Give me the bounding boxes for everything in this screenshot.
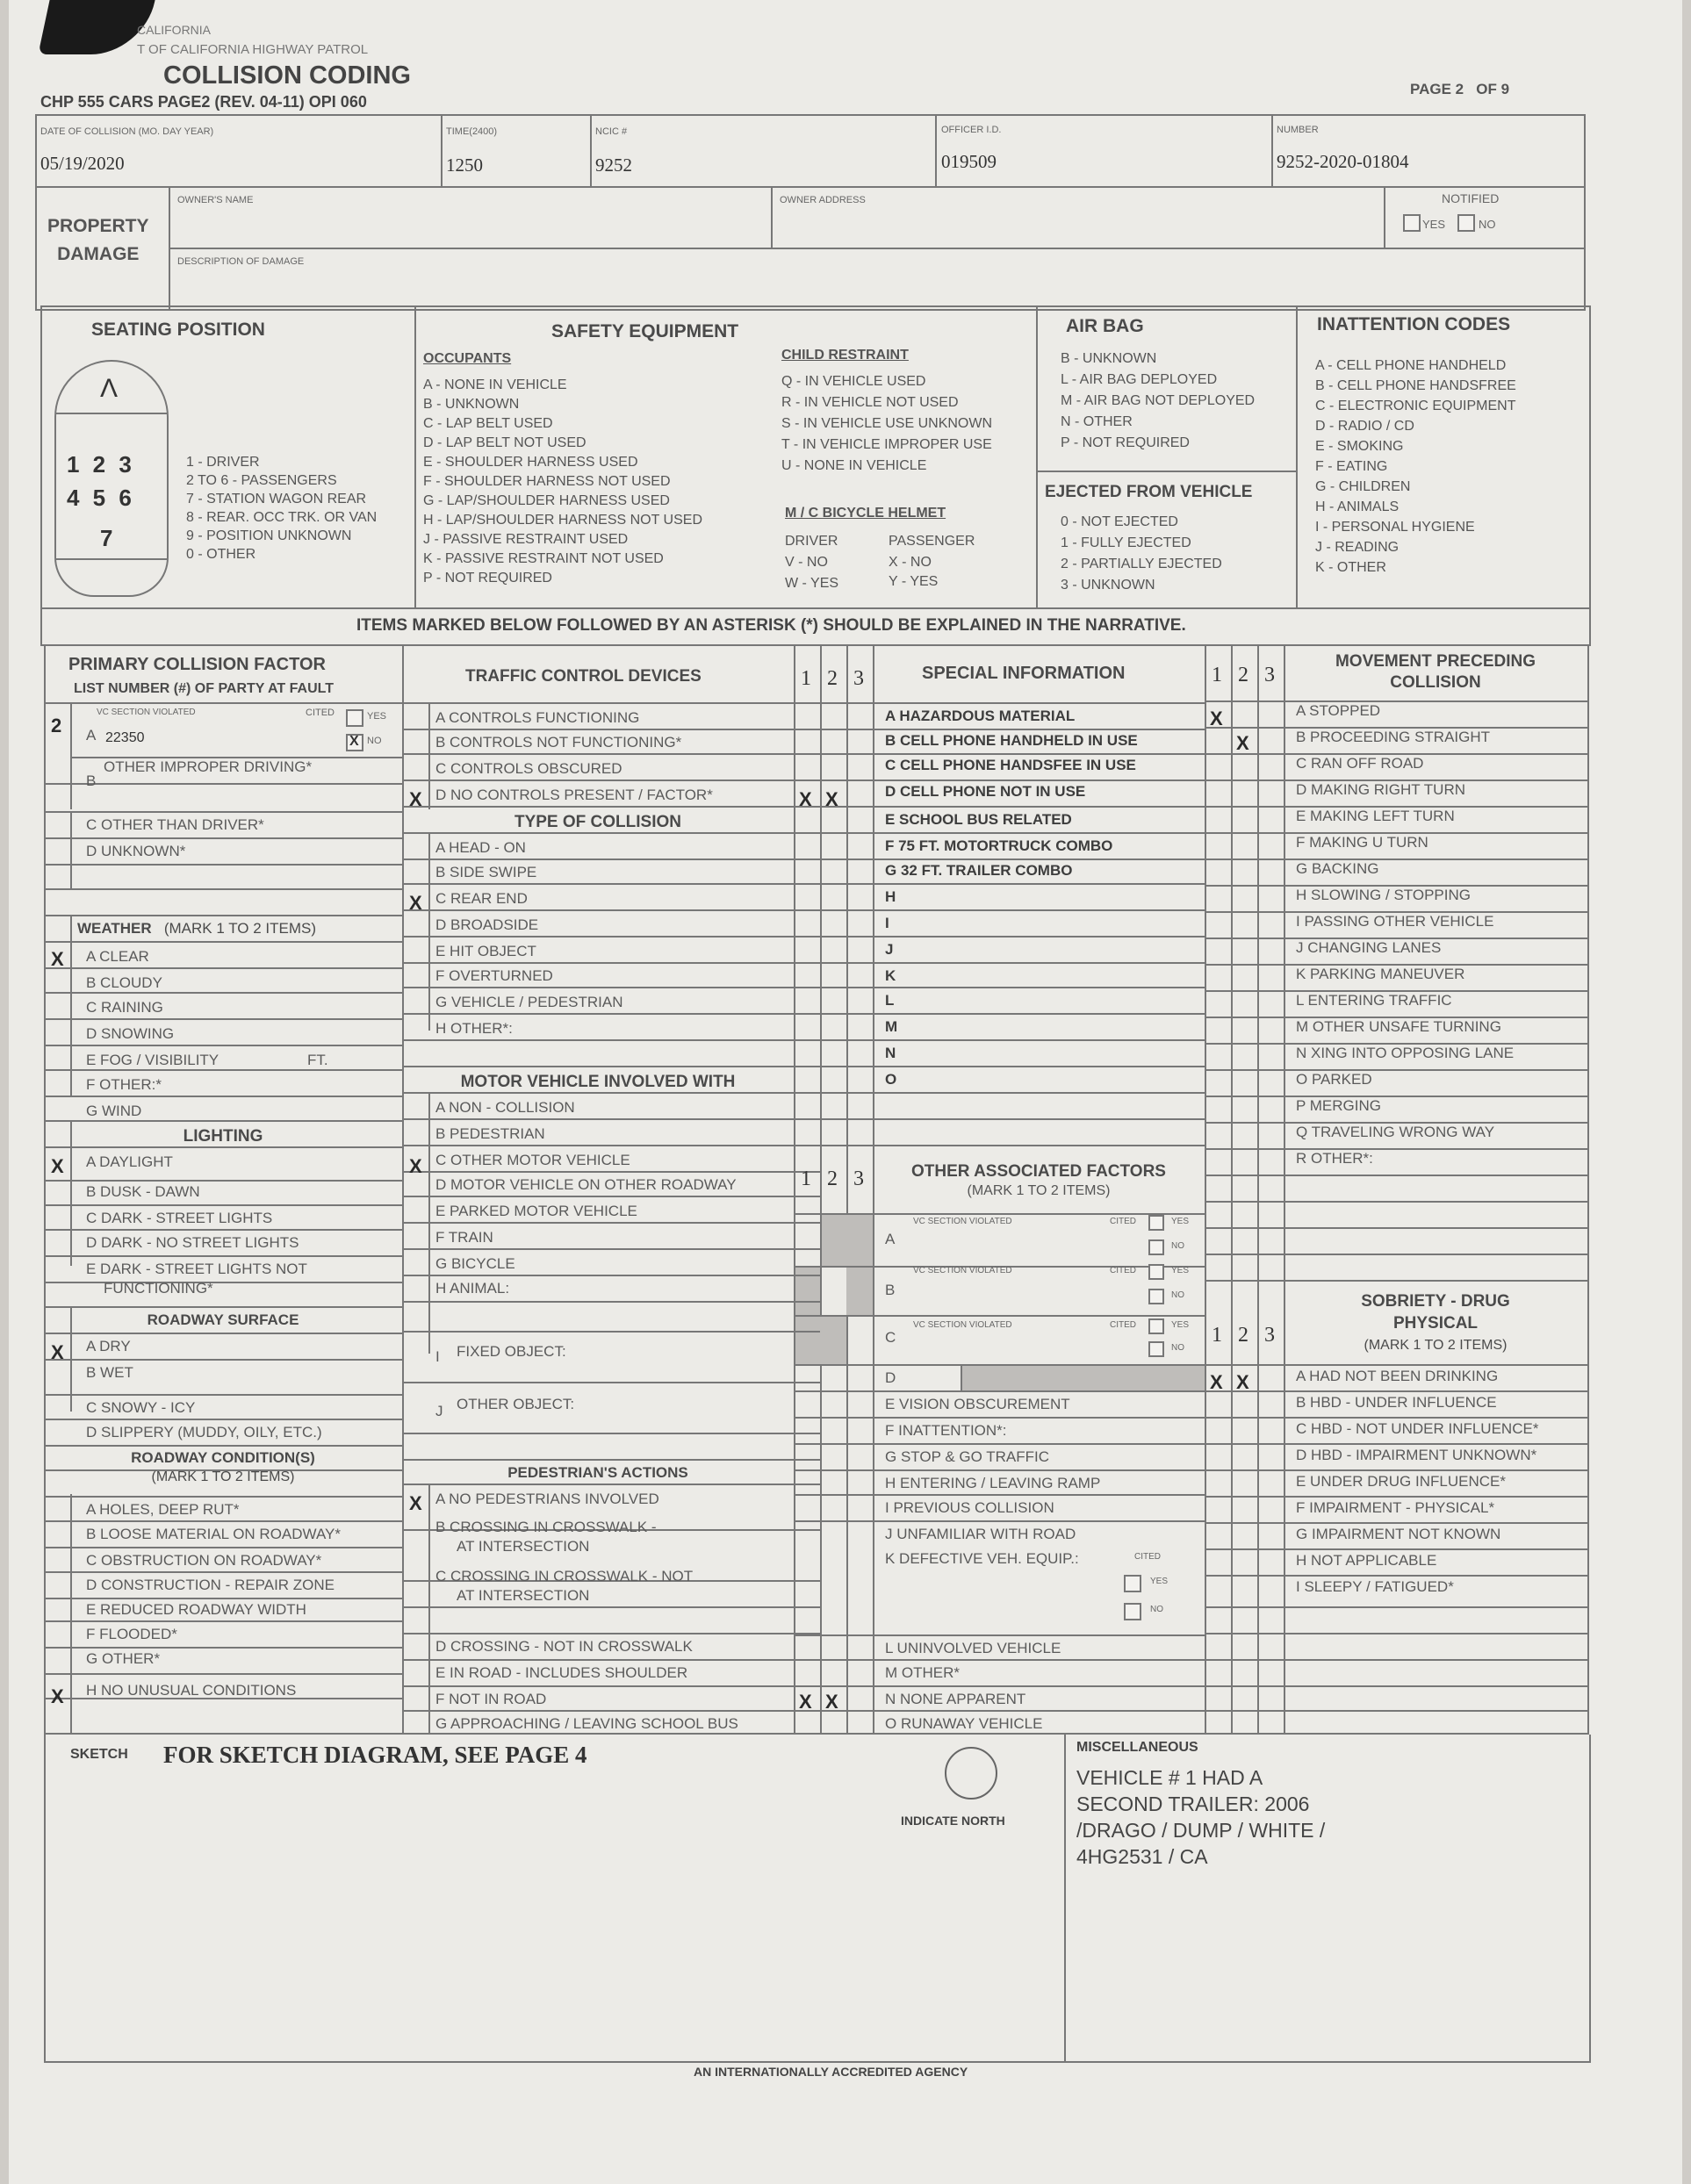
condition-g: G OTHER*: [86, 1650, 161, 1667]
asterisk-note: ITEMS MARKED BELOW FOLLOWED BY AN ASTERISK (*) SHOULD BE EXPLAINED IN THE NARRATIVE.: [356, 616, 1186, 635]
oaf-n: N NONE APPARENT: [885, 1691, 1026, 1707]
notified-yes-label: YES: [1422, 218, 1446, 231]
collision-a: A HEAD - ON: [435, 839, 526, 856]
special-d: D CELL PHONE NOT IN USE: [885, 783, 1086, 800]
special-info-title: SPECIAL INFORMATION: [922, 664, 1126, 683]
pcf-title: PRIMARY COLLISION FACTOR: [68, 655, 326, 674]
oaf-a-yes-label: YES: [1171, 1217, 1190, 1226]
mviw-h: H ANIMAL:: [435, 1280, 510, 1297]
helmet-y-yes: Y - YES: [889, 574, 939, 589]
collision-g: G VEHICLE / PEDESTRIAN: [435, 994, 623, 1010]
special-n: N: [885, 1045, 896, 1061]
oaf-l: L UNINVOLVED VEHICLE: [885, 1640, 1061, 1656]
oaf-g: G STOP & GO TRAFFIC: [885, 1448, 1050, 1465]
notified-no-checkbox[interactable]: [1457, 214, 1475, 232]
weather-g: G WIND: [86, 1103, 142, 1119]
pedestrian-g: G APPROACHING / LEAVING SCHOOL BUS: [435, 1715, 738, 1732]
condition-d: D CONSTRUCTION - REPAIR ZONE: [86, 1577, 335, 1593]
mviw-j-letter: J: [435, 1403, 443, 1419]
traffic-d: D NO CONTROLS PRESENT / FACTOR*: [435, 787, 713, 803]
oaf-h: H ENTERING / LEAVING RAMP: [885, 1475, 1101, 1491]
ncic-value[interactable]: 9252: [595, 154, 632, 176]
notified-yes-checkbox[interactable]: [1403, 214, 1421, 232]
traffic-b: B CONTROLS NOT FUNCTIONING*: [435, 734, 682, 751]
pcf-cited-no-checkbox[interactable]: X: [346, 734, 363, 751]
collision-h: H OTHER*:: [435, 1020, 513, 1037]
mviw-b: B PEDESTRIAN: [435, 1125, 545, 1142]
party-col-3-header: 3: [853, 667, 864, 690]
oaf-a-letter: A: [885, 1231, 896, 1247]
occupants-list: A - NONE IN VEHICLE B - UNKNOWN C - LAP BELT USED D - LAP BELT NOT USED E - SHOULDER HARNESS USED F - SHOULDER HARNESS NOT USED G - LAP/SHOULDER HARNESS USED H - LAP/SHOULDER HARNESS NOT USED J - PASSIVE RESTRAINT USED K - PASSIVE RESTRAINT NOT USED P - NOT REQUIRED: [423, 377, 702, 586]
oaf-k-cited-yes-checkbox[interactable]: [1124, 1575, 1141, 1592]
condition-b: B LOOSE MATERIAL ON ROADWAY*: [86, 1526, 341, 1542]
seating-diagram: [54, 360, 169, 597]
pcf-c: C OTHER THAN DRIVER*: [86, 816, 264, 833]
oaf-n-party2-mark[interactable]: X: [825, 1691, 838, 1713]
special-i: I: [885, 915, 889, 931]
pcf-vc-label: VC SECTION VIOLATED: [97, 708, 196, 717]
oaf-k-cited-no-checkbox[interactable]: [1124, 1603, 1141, 1620]
pcf-cited-yes-label: YES: [367, 711, 387, 722]
special-c: C CELL PHONE HANDSFEE IN USE: [885, 757, 1136, 773]
traffic-control-title: TRAFFIC CONTROL DEVICES: [465, 667, 702, 686]
special-e: E SCHOOL BUS RELATED: [885, 811, 1072, 828]
sobriety-list: A HAD NOT BEEN DRINKING B HBD - UNDER INFLUENCE C HBD - NOT UNDER INFLUENCE* D HBD - IMPAIRMENT UNKNOWN* E UNDER DRUG INFLUENCE* F IMPAIRMENT - PHYSICAL* G IMPAIRMENT NOT KNOWN H NOT APPLICABLE I SLEEPY / FATIGUED*: [1296, 1368, 1539, 1595]
oaf-a-cited-no-checkbox[interactable]: [1148, 1239, 1164, 1255]
lighting-e: E DARK - STREET LIGHTS NOT: [86, 1261, 307, 1277]
misc-label: MISCELLANEOUS: [1076, 1740, 1198, 1755]
form-id: CHP 555 CARS PAGE2 (REV. 04-11) OPI 060: [40, 93, 367, 111]
oaf-c-no-label: NO: [1171, 1343, 1184, 1353]
roadway-surface-title: ROADWAY SURFACE: [147, 1311, 299, 1328]
ncic-label: NCIC #: [595, 126, 628, 137]
sobriety-col-1-header: 1: [1212, 1324, 1222, 1347]
collision-b: B SIDE SWIPE: [435, 864, 537, 880]
owner-address-label: OWNER ADDRESS: [780, 195, 866, 205]
seating-legend: 1 - DRIVER 2 TO 6 - PASSENGERS 7 - STATION WAGON REAR 8 - REAR. OCC TRK. OR VAN 9 - POSITION UNKNOWN 0 - OTHER: [186, 455, 378, 562]
oaf-a-no-label: NO: [1171, 1241, 1184, 1251]
pedestrian-a-mark[interactable]: X: [409, 1492, 422, 1514]
asterisk-note-row: [40, 609, 1591, 646]
coding-grid: [44, 646, 1589, 1735]
oaf-b-cited-yes-checkbox[interactable]: [1148, 1264, 1164, 1280]
oaf-k-cited-label: CITED: [1134, 1552, 1161, 1562]
child-restraint-title: CHILD RESTRAINT: [781, 348, 909, 363]
pedestrian-b-cont: AT INTERSECTION: [457, 1538, 590, 1555]
weather-d: D SNOWING: [86, 1025, 175, 1042]
mviw-i: FIXED OBJECT:: [457, 1343, 566, 1360]
seat-row-2: 4 5 6: [67, 485, 135, 511]
pcf-subtitle: LIST NUMBER (#) OF PARTY AT FAULT: [74, 681, 334, 696]
surface-a-mark[interactable]: X: [51, 1341, 64, 1363]
weather-c: C RAINING: [86, 999, 163, 1016]
lighting-c: C DARK - STREET LIGHTS: [86, 1210, 273, 1226]
weather-a-mark[interactable]: X: [51, 948, 64, 970]
lighting-a-mark[interactable]: X: [51, 1155, 64, 1177]
weather-a: A CLEAR: [86, 948, 149, 965]
special-f: F 75 FT. MOTORTRUCK COMBO: [885, 837, 1113, 854]
page-number: PAGE 2 OF 9: [1410, 81, 1510, 97]
sobriety-title: SOBRIETY - DRUG PHYSICAL (MARK 1 TO 2 ITEMS): [1361, 1292, 1510, 1353]
oaf-col-2-header: 2: [827, 1167, 838, 1190]
top-fields-row: [35, 114, 1586, 188]
form-title: COLLISION CODING: [163, 61, 411, 90]
helmet-driver: DRIVER: [785, 534, 838, 549]
special-d-party2-mark[interactable]: X: [825, 788, 838, 810]
oaf-c-letter: C: [885, 1329, 896, 1346]
oaf-n-party1-mark[interactable]: X: [799, 1691, 812, 1713]
collision-c-mark[interactable]: X: [409, 892, 422, 914]
agency-line-1: CALIFORNIA: [137, 23, 212, 37]
equipment-section: [40, 305, 1591, 609]
pcf-cited-label: CITED: [306, 708, 335, 718]
oaf-b-yes-label: YES: [1171, 1266, 1190, 1275]
movement-col-3-header: 3: [1264, 664, 1275, 686]
officer-value[interactable]: 019509: [941, 151, 997, 172]
officer-label: OFFICER I.D.: [941, 125, 1002, 135]
description-label: DESCRIPTION OF DAMAGE: [177, 256, 305, 267]
surface-b: B WET: [86, 1364, 133, 1381]
time-label: TIME(2400): [446, 126, 498, 137]
oaf-note: (MARK 1 TO 2 ITEMS): [967, 1183, 1111, 1198]
mviw-a: A NON - COLLISION: [435, 1099, 575, 1116]
north-label: INDICATE NORTH: [901, 1814, 1005, 1828]
footer-agency: AN INTERNATIONALLY ACCREDITED AGENCY: [694, 2065, 968, 2079]
sketch-section: [44, 1735, 1591, 2063]
seat-row-1: 1 2 3: [67, 451, 135, 478]
oaf-c-cited-label: CITED: [1110, 1320, 1136, 1330]
roadway-condition-title: ROADWAY CONDITION(S) (MARK 1 TO 2 ITEMS): [131, 1449, 315, 1484]
oaf-k: K DEFECTIVE VEH. EQUIP.:: [885, 1550, 1079, 1567]
sobriety-col-3-header: 3: [1264, 1324, 1275, 1347]
oaf-c-cited-yes-checkbox[interactable]: [1148, 1318, 1164, 1334]
oaf-e: E VISION OBSCUREMENT: [885, 1396, 1070, 1412]
form-page: [9, 0, 1682, 2184]
party-col-1-header: 1: [801, 667, 811, 690]
lighting-title: LIGHTING: [183, 1127, 263, 1146]
pedestrian-c: C CROSSING IN CROSSWALK - NOT: [435, 1568, 694, 1584]
traffic-d-mark[interactable]: X: [409, 788, 422, 810]
oaf-i: I PREVIOUS COLLISION: [885, 1499, 1054, 1516]
mviw-i-letter: I: [435, 1348, 440, 1365]
inattention-list: A - CELL PHONE HANDHELD B - CELL PHONE HANDSFREE C - ELECTRONIC EQUIPMENT D - RADIO / CD E - SMOKING F - EATING G - CHILDREN H - ANIMALS I - PERSONAL HYGIENE J - READING K - OTHER: [1315, 358, 1516, 575]
pcf-a-letter: A: [86, 727, 97, 744]
traffic-c: C CONTROLS OBSCURED: [435, 760, 622, 777]
ejected-list: 0 - NOT EJECTED 1 - FULLY EJECTED 2 - PARTIALLY EJECTED 3 - UNKNOWN: [1061, 514, 1222, 593]
collision-f: F OVERTURNED: [435, 967, 553, 984]
helmet-title: M / C BICYCLE HELMET: [785, 506, 946, 521]
condition-e: E REDUCED ROADWAY WIDTH: [86, 1601, 306, 1618]
movement-list: A STOPPED B PROCEEDING STRAIGHT C RAN OFF ROAD D MAKING RIGHT TURN E MAKING LEFT TURN F MAKING U TURN G BACKING H SLOWING / STOPPING I PASSING OTHER VEHICLE J CHANGING LANES K PARKING MANEUVER L ENTERING TRAFFIC M OTHER UNSAFE TURNING N XING INTO OPPOSING LANE O PARKED P MERGING Q TRAVELING WRONG WAY R OTHER*:: [1296, 702, 1515, 1167]
pedestrian-c-cont: AT INTERSECTION: [457, 1587, 590, 1604]
misc-text[interactable]: VEHICLE # 1 HAD A SECOND TRAILER: 2006 /DRAGO / DUMP / WHITE / 4HG2531 / CA: [1076, 1766, 1326, 1868]
oaf-a-vc-label: VC SECTION VIOLATED: [913, 1217, 1012, 1226]
airbag-list: B - UNKNOWN L - AIR BAG DEPLOYED M - AIR BAG NOT DEPLOYED N - OTHER P - NOT REQUIRED: [1061, 351, 1256, 450]
pcf-cited-no-label: NO: [367, 736, 382, 746]
surface-d: D SLIPPERY (MUDDY, OILY, ETC.): [86, 1424, 322, 1440]
front-arrow-icon: Λ: [100, 374, 119, 403]
oaf-m: M OTHER*: [885, 1664, 960, 1681]
lighting-e-cont: FUNCTIONING*: [104, 1280, 213, 1297]
date-label: DATE OF COLLISION (MO. DAY YEAR): [40, 126, 214, 137]
pedestrian-a: A NO PEDESTRIANS INVOLVED: [435, 1491, 659, 1507]
pcf-cited-yes-checkbox[interactable]: [346, 709, 363, 727]
oaf-b-letter: B: [885, 1282, 896, 1298]
lighting-d: D DARK - NO STREET LIGHTS: [86, 1234, 299, 1251]
surface-c: C SNOWY - ICY: [86, 1399, 196, 1416]
oaf-d-letter: D: [885, 1369, 896, 1386]
pcf-b-text: OTHER IMPROPER DRIVING*: [104, 758, 313, 775]
sketch-label: SKETCH: [70, 1747, 128, 1762]
pedestrian-f: F NOT IN ROAD: [435, 1691, 547, 1707]
oaf-k-no-label: NO: [1150, 1605, 1163, 1614]
oaf-a-cited-label: CITED: [1110, 1217, 1136, 1226]
special-b: B CELL PHONE HANDHELD IN USE: [885, 732, 1138, 749]
oaf-col-1-header: 1: [801, 1167, 811, 1190]
weather-title: WEATHER (MARK 1 TO 2 ITEMS): [77, 920, 317, 937]
number-value[interactable]: 9252-2020-01804: [1277, 151, 1409, 172]
mviw-e: E PARKED MOTOR VEHICLE: [435, 1203, 637, 1219]
condition-f: F FLOODED*: [86, 1626, 177, 1642]
safety-title: SAFETY EQUIPMENT: [551, 321, 739, 341]
mviw-j: OTHER OBJECT:: [457, 1396, 575, 1412]
lighting-a: A DAYLIGHT: [86, 1153, 173, 1170]
oaf-col-3-header: 3: [853, 1167, 864, 1190]
airbag-title: AIR BAG: [1066, 316, 1144, 336]
movement-col-1-header: 1: [1212, 664, 1222, 686]
pcf-a-value[interactable]: 22350: [105, 730, 145, 745]
oaf-a-cited-yes-checkbox[interactable]: [1148, 1215, 1164, 1231]
oaf-b-cited-no-checkbox[interactable]: [1148, 1289, 1164, 1304]
oaf-c-vc-label: VC SECTION VIOLATED: [913, 1320, 1012, 1330]
weather-ft: FT.: [307, 1052, 328, 1068]
oaf-k-yes-label: YES: [1150, 1577, 1169, 1586]
pedestrian-e: E IN ROAD - INCLUDES SHOULDER: [435, 1664, 688, 1681]
special-j: J: [885, 941, 894, 958]
lighting-b: B DUSK - DAWN: [86, 1183, 200, 1200]
mviw-c: C OTHER MOTOR VEHICLE: [435, 1152, 630, 1168]
notified-no-label: NO: [1479, 218, 1496, 231]
oaf-c-cited-no-checkbox[interactable]: [1148, 1341, 1164, 1357]
pcf-b-letter: B: [86, 772, 97, 789]
owner-name-label: OWNER'S NAME: [177, 195, 254, 205]
oaf-o: O RUNAWAY VEHICLE: [885, 1715, 1043, 1732]
mviw-d: D MOTOR VEHICLE ON OTHER ROADWAY: [435, 1176, 737, 1193]
movement-title: MOVEMENT PRECEDING COLLISION: [1335, 652, 1536, 692]
pedestrian-d: D CROSSING - NOT IN CROSSWALK: [435, 1638, 693, 1655]
property-damage-label: PROPERTY DAMAGE: [47, 216, 149, 264]
property-damage-section: [35, 186, 1586, 311]
oaf-title: OTHER ASSOCIATED FACTORS: [911, 1162, 1166, 1181]
sketch-note: FOR SKETCH DIAGRAM, SEE PAGE 4: [163, 1742, 587, 1768]
oaf-j: J UNFAMILIAR WITH ROAD: [885, 1526, 1076, 1542]
condition-h: H NO UNUSUAL CONDITIONS: [86, 1682, 297, 1699]
mviw-c-mark[interactable]: X: [409, 1155, 422, 1177]
condition-a: A HOLES, DEEP RUT*: [86, 1501, 240, 1518]
north-indicator[interactable]: [945, 1747, 997, 1800]
mviw-f: F TRAIN: [435, 1229, 493, 1246]
seat-row-3: 7: [100, 525, 113, 551]
helmet-x-no: X - NO: [889, 555, 932, 570]
weather-b: B CLOUDY: [86, 974, 162, 991]
special-l: L: [885, 992, 895, 1009]
special-a: A HAZARDOUS MATERIAL: [885, 708, 1076, 724]
child-restraint-list: Q - IN VEHICLE USED R - IN VEHICLE NOT USED S - IN VEHICLE USE UNKNOWN T - IN VEHICLE IMPROPER USE U - NONE IN VEHICLE: [781, 374, 993, 473]
time-value[interactable]: 1250: [446, 154, 483, 176]
helmet-passenger: PASSENGER: [889, 534, 975, 549]
mviw-title: MOTOR VEHICLE INVOLVED WITH: [460, 1073, 736, 1091]
sobriety-a-party1-mark[interactable]: X: [1210, 1371, 1223, 1393]
condition-c: C OBSTRUCTION ON ROADWAY*: [86, 1552, 322, 1569]
movement-a-party1-mark[interactable]: X: [1210, 708, 1223, 729]
notified-label: NOTIFIED: [1442, 191, 1500, 205]
oaf-f: F INATTENTION*:: [885, 1422, 1007, 1439]
oaf-b-vc-label: VC SECTION VIOLATED: [913, 1266, 1012, 1275]
special-k: K: [885, 967, 896, 984]
movement-b-party2-mark[interactable]: X: [1236, 732, 1249, 754]
oaf-c-yes-label: YES: [1171, 1320, 1190, 1330]
helmet-v-no: V - NO: [785, 555, 828, 570]
date-value[interactable]: 05/19/2020: [40, 153, 125, 174]
collision-d: D BROADSIDE: [435, 916, 539, 933]
traffic-a: A CONTROLS FUNCTIONING: [435, 709, 640, 726]
oaf-b-cited-label: CITED: [1110, 1266, 1136, 1275]
weather-e: E FOG / VISIBILITY: [86, 1052, 219, 1068]
movement-col-2-header: 2: [1238, 664, 1248, 686]
collision-e: E HIT OBJECT: [435, 943, 536, 959]
surface-a: A DRY: [86, 1338, 131, 1354]
ejected-title: EJECTED FROM VEHICLE: [1045, 483, 1253, 501]
weather-f: F OTHER:*: [86, 1076, 162, 1093]
oaf-b-no-label: NO: [1171, 1290, 1184, 1300]
collision-c: C REAR END: [435, 890, 528, 907]
pcf-d: D UNKNOWN*: [86, 843, 186, 859]
condition-h-mark[interactable]: X: [51, 1685, 64, 1707]
collision-type-title: TYPE OF COLLISION: [514, 813, 681, 831]
seating-title: SEATING POSITION: [91, 320, 265, 340]
inattention-title: INATTENTION CODES: [1317, 314, 1511, 334]
agency-line-2: T OF CALIFORNIA HIGHWAY PATROL: [137, 42, 369, 57]
sobriety-a-party2-mark[interactable]: X: [1236, 1371, 1249, 1393]
helmet-w-yes: W - YES: [785, 576, 839, 591]
pedestrian-title: PEDESTRIAN'S ACTIONS: [507, 1464, 688, 1481]
special-g: G 32 FT. TRAILER COMBO: [885, 862, 1073, 879]
pcf-party-value[interactable]: 2: [51, 715, 62, 736]
special-o: O: [885, 1071, 897, 1088]
occupants-title: OCCUPANTS: [423, 351, 512, 366]
pedestrian-b: B CROSSING IN CROSSWALK -: [435, 1519, 657, 1535]
party-col-2-header: 2: [827, 667, 838, 690]
sobriety-col-2-header: 2: [1238, 1324, 1248, 1347]
special-m: M: [885, 1018, 898, 1035]
number-label: NUMBER: [1277, 125, 1319, 135]
mviw-g: G BICYCLE: [435, 1255, 515, 1272]
special-d-party1-mark[interactable]: X: [799, 788, 812, 810]
special-h: H: [885, 888, 896, 905]
